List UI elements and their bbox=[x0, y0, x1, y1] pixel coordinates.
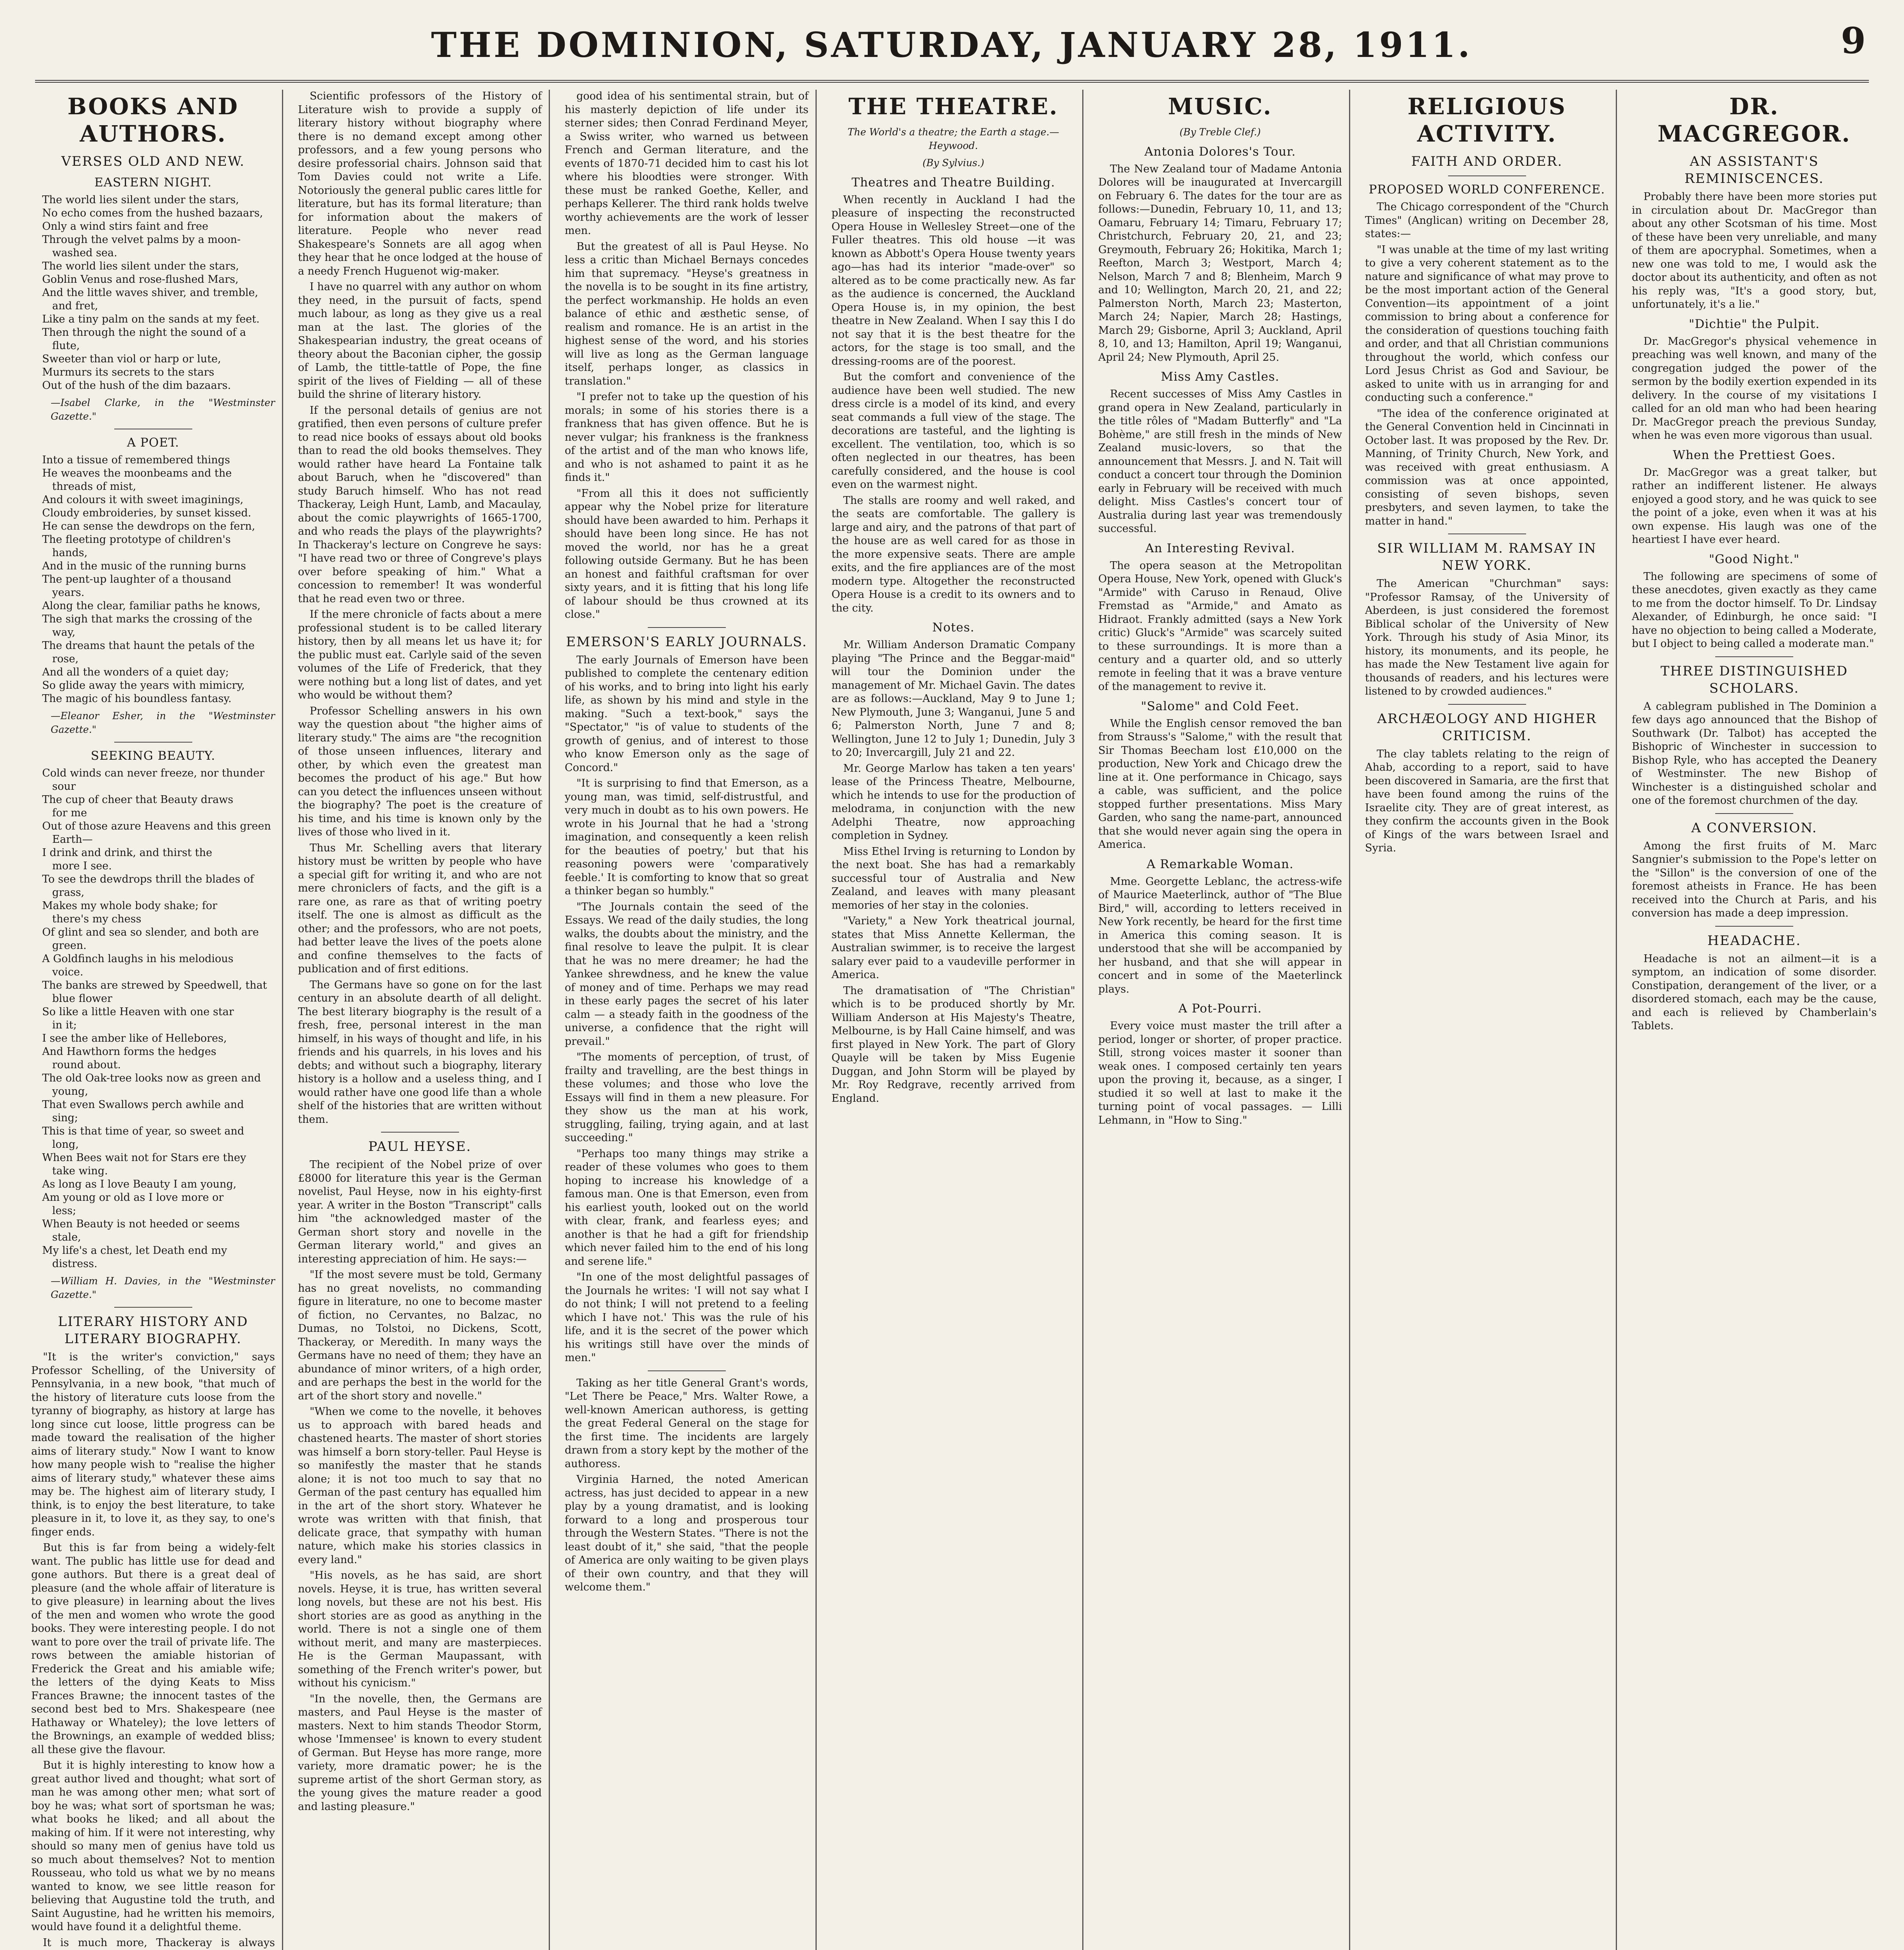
article-paragraph: Scientific professors of the History of Literature wish to provide a supply of literary history without biography where there is no demand except among other professors, and a few young persons who desire professorial chairs. Johnson said that Tom Davies could not write a Life. Notoriously the general public cares little for literature, but has its formal literature; than for information about the makers of literature. People who never read Shakespeare's Sonnets are all agog when they hear that he once lodged at the house of a needy French Huguenot wig-maker. bbox=[298, 90, 542, 277]
potpourri-body bbox=[1098, 1019, 1342, 1127]
article-paragraph: The dramatisation of "The Christian" which is to be produced shortly by Mr. William Anderson at His Majesty's Theatre, Melbourne, is by Hall Caine himself, and was first played in New York. The part of Glory Quayle will be taken by Miss Eugenie Duggan, and John Storm will be played by Mr. Roy Redgrave, recently arrived from England. bbox=[831, 984, 1075, 1104]
scholars-heading: THREE DISTINGUISHED SCHOLARS. bbox=[1660, 663, 1848, 696]
poem-line: A Goldfinch laughs in his melodious bbox=[42, 953, 234, 965]
poem-eastern-night bbox=[42, 193, 275, 392]
article-paragraph: The Germans have so gone on for the last century in an absolute dearth of all delight. The best literary biography is the result of a fresh, free, personal interest in the man himself, in his ways of thought and life, in his friends and his quarrels, in his loves and his debts; and without such a biography, literary history is a hollow and a useless thing, and I would rather have one good life than a whole shelf of the histories that are written without them. bbox=[298, 979, 542, 1126]
article-paragraph: Probably there have been more stories put in circulation about Dr. MacGregor than about any other Scotsman of his time. Most of these have been very unreliable, and many of them are apocryphal. Sometimes, when a new one was told to me, I would ask the doctor about its authenticity, and often as not his reply was, "It's a good story, but, unfortunately, it's a lie." bbox=[1632, 191, 1877, 310]
poem-line: And Hawthorn forms the hedges bbox=[42, 1046, 216, 1058]
poem-line: And in the music of the running burns bbox=[42, 560, 246, 572]
headache-heading: HEADACHE. bbox=[1707, 932, 1801, 948]
theatres-body bbox=[831, 193, 1075, 615]
poem-line: way, bbox=[42, 626, 76, 638]
theatres-heading: Theatres and Theatre Building. bbox=[851, 175, 1055, 190]
article-paragraph: Among the first fruits of M. Marc Sangnier's submission to the Pope's letter on the "Sillon" is the conversion of one of the foremost atheists in France. He has been received into the Church at Paris, and his conversion has made a deep impression. bbox=[1632, 840, 1877, 919]
poem-line: The magic of his boundless fantasy. bbox=[42, 693, 232, 705]
woman-heading: A Remarkable Woman. bbox=[1147, 857, 1294, 871]
poem-line: less; bbox=[42, 1205, 76, 1217]
salome-heading: "Salome" and Cold Feet. bbox=[1141, 699, 1299, 713]
poem-line: He weaves the moonbeams and the bbox=[42, 467, 232, 479]
poem-line: Cold winds can never freeze, nor thunder bbox=[42, 767, 265, 779]
poem-line: So glide away the years with mimicry, bbox=[42, 679, 245, 691]
article-paragraph: Recent successes of Miss Amy Castles in grand opera in New Zealand, particularly in the title rôles of "Madam Butterfly" and "La Bohème," are still fresh in the minds of New Zealand music-lovers, so that the announcement that Messrs. J. and N. Tait will conduct a concert tour through the Dominion early in February will be received with much delight. Miss Castles's concert tour of Australia during last year was tremendously successful. bbox=[1098, 388, 1342, 535]
poem-line: Like a tiny palm on the sands at my feet. bbox=[42, 313, 260, 325]
article-paragraph: Professor Schelling answers in his own way the question about "the higher aims of literary study." The aims are "the recognition of those unseen influences, literary and other, by which even the greatest man becomes the product of his age." But how can you detect the influences unseen without the biography? The poet is the creature of his time, and his time is known only by the lives of those who lived in it. bbox=[298, 705, 542, 838]
emerson-title: EMERSON'S EARLY JOURNALS. bbox=[566, 634, 807, 650]
poem-line: The sigh that marks the crossing of the bbox=[42, 613, 252, 625]
poem-line: Am young or old as I love more or bbox=[42, 1191, 224, 1204]
good-night-heading: "Good Night." bbox=[1709, 552, 1800, 566]
article-paragraph: "In the novelle, then, the Germans are masters, and Paul Heyse is the master of masters. Next to him stands Theodor Storm, whose 'Immensee' is known to every student of German. But Heyse has more range, more variety, more dramatic power; he is the supreme artist of the short German story, as the young gives the mature reader a good and lasting pleasure." bbox=[298, 1693, 542, 1813]
poem-line: stale, bbox=[42, 1231, 81, 1243]
poem-seeking-beauty-title: SEEKING BEAUTY. bbox=[90, 749, 216, 763]
article-paragraph: If the personal details of genius are not gratified, then even persons of culture prefer to read nice books of essays about old books than to read the old books themselves. They would rather have heard La Fontaine talk about Baruch, when he "discovered" than study Baruch himself. Who has not read Thackeray, Leigh Hunt, Lamb, and Macaulay, about the comic playwrights of 1665-1700, and who reads the plays of the playwrights? In Thackeray's lecture on Congreve he says: "I have read two or three of Congreve's plays over before speaking of him." What a concession to remember! It was wonderful that he read even two or three. bbox=[298, 404, 542, 605]
poem-line: This is that time of year, so sweet and bbox=[42, 1125, 245, 1137]
poem-line: for me bbox=[42, 807, 87, 819]
poem-line: So like a little Heaven with one star bbox=[42, 1006, 234, 1018]
poem-line: The world lies silent under the stars, bbox=[42, 194, 239, 206]
article-paragraph: "When we come to the novelle, it behoves us to approach with bared heads and chastened hearts. The master of short stories was himself a born story-teller. Paul Heyse is so manifestly the master that he stands alone; it is not too much to say that no German of the past century has equalled him in the art of the short story. Whatever he wrote was written with that finish, that delicate grace, that sympathy with human nature, which make his stories classics in every land." bbox=[298, 1406, 542, 1566]
article-paragraph: Dr. MacGregor's physical vehemence in preaching was well known, and many of the congregation judged the power of the sermon by the bodily exertion expended in its delivery. In the course of my visitations I called for an old man who had been hearing Dr. MacGregor preach the previous Sunday, when he was even more vigorous than usual. bbox=[1632, 335, 1877, 441]
poem-line: The world lies silent under the stars, bbox=[42, 260, 239, 272]
article-paragraph: The clay tablets relating to the reign of Ahab, according to a report, said to have been discovered in Samaria, are the first that have been found among the ruins of the Israelite city. They are of great interest, as they confirm the accounts given in the Book of Kings of the wars between Israel and Syria. bbox=[1365, 748, 1609, 854]
article-paragraph: The American "Churchman" says: "Professor Ramsay, of the University of Aberdeen, is just considered the foremost Biblical scholar of the University of New York. Through his study of Asia Minor, its history, its monuments, and its people, he has made the New Testament live again for thousands of readers, and his lectures were listened to by crowded audiences." bbox=[1365, 578, 1609, 697]
poem-line: As long as I love Beauty I am young, bbox=[42, 1178, 237, 1190]
poem-line: hands, bbox=[42, 547, 88, 559]
grant-body bbox=[565, 1377, 808, 1594]
article-paragraph: Every voice must master the trill after a period, longer or shorter, of proper practice. Still, strong voices master it sooner than weak ones. I composed certainly ten years upon the proving it, because, as a singer, I studied it so well at last to make it the turning point of vocal passages. — Lilli Lehmann, in "How to Sing." bbox=[1098, 1020, 1342, 1126]
article-paragraph: "His novels, as he has said, are short novels. Heyse, it is true, has written several long novels, but these are not his best. His short stories are as good as anything in the world. There is not a single one of them without merit, and many are masterpieces. He is the German Maupassant, with something of the French writer's power, but without his cynicism." bbox=[298, 1569, 542, 1689]
poem-line: Then through the night the sound of a bbox=[42, 326, 246, 339]
article-paragraph: "I prefer not to take up the question of his morals; in some of his stories there is a frankness that has given offence. But he is never vulgar; his frankness is the frankness of the artist and of the man who knows life, and who is not ashamed to paint it as he finds it." bbox=[565, 391, 808, 484]
article-paragraph: If the mere chronicle of facts about a mere professional student is to be called literary history, then by all means let us have it; for the public must eat. Carlyle said of the seven volumes of the Life of Frederick, that they were nothing but a long list of dates, and yet who would be without them? bbox=[298, 608, 542, 701]
divider bbox=[114, 742, 192, 743]
article-paragraph: It is much more, Thackeray is always bbox=[43, 1936, 275, 1949]
essay-body bbox=[31, 1351, 275, 1950]
poem-line: Murmurs its secrets to the stars bbox=[42, 366, 215, 378]
poem-line: there's my chess bbox=[42, 913, 142, 925]
macgregor-intro bbox=[1632, 190, 1877, 312]
poem-line: Only a wind stirs faint and free bbox=[42, 220, 209, 232]
column-5 bbox=[1094, 90, 1350, 1950]
poem-credit: —William H. Davies, in the "Westminster Gazette." bbox=[51, 1275, 275, 1300]
article-paragraph: Taking as her title General Grant's words, "Let There be Peace," Mrs. Walter Rowe, a well-known American authoress, is getting the great Federal General on the stage for the first time. The incidents are largely drawn from a story kept by the mother of the authoress. bbox=[565, 1377, 808, 1470]
divider bbox=[1715, 926, 1794, 927]
prettiest-heading: When the Prettiest Goes. bbox=[1673, 448, 1836, 462]
article-paragraph: But this is far from being a widely-felt want. The public has little use for dead and gone authors. But there is a great deal of pleasure (and the whole affair of literature is to give pleasure) in learning about the lives of the men and women who wrote the good books. They were interesting people. I do not want to pore over the trail of private life. The rows between the amiable historian of Frederick the Great and his amiable wife; the letters of the dying Keats to Miss Frances Brawne; the innocent tastes of the second best bed to Mrs. Shakespeare (nee Hathaway or Whateley); the love letters of the Brownings, an example of wedded bliss; all these give the flavour. bbox=[31, 1542, 275, 1756]
poem-line: Along the clear, familiar paths he knows, bbox=[42, 600, 261, 612]
article-paragraph: "It is surprising to find that Emerson, as a young man, was timid, self-distrustful, and very much in doubt as to his own powers. He wrote in his Journal that he had a 'strong imagination, and consequently a keen relish for the beauties of poetry,' but that his reasoning powers were 'comparatively feeble.' It is comforting to know that so great a thinker began so humbly." bbox=[565, 777, 808, 897]
faith-order-heading: FAITH AND ORDER. bbox=[1411, 154, 1563, 169]
heyse-continued bbox=[565, 90, 808, 622]
divider bbox=[648, 627, 726, 628]
poem-line: Earth— bbox=[42, 833, 93, 846]
poem-line: The dreams that haunt the petals of the bbox=[42, 640, 255, 652]
poem-eastern-night-title: EASTERN NIGHT. bbox=[94, 176, 212, 190]
poem-line: The cup of cheer that Beauty draws bbox=[42, 794, 234, 806]
column-3 bbox=[561, 90, 817, 1950]
article-paragraph: I have no quarrel with any author on whom they need, in the pursuit of facts, spend much labour, as long as they give us a real man at the last. The glories of the Shakespearian industry, the great oceans of theory about the Baconian cipher, the gossip of Lamb, the tittle-tattle of Pope, the fine spirit of the lives of Fielding — all of these build the shrine of literary history. bbox=[298, 281, 542, 401]
poem-line: The fleeting prototype of children's bbox=[42, 534, 231, 546]
poem-line: Cloudy embroideries, by sunset kissed. bbox=[42, 507, 252, 519]
divider bbox=[381, 1132, 459, 1133]
article-paragraph: The following are specimens of some of these anecdotes, given exactly as they came to me from the doctor himself. To Dr. Lindsay Alexander, of Edinburgh, he once said: "I have no objection to being called a Moderate, but I object to being called a moderate man." bbox=[1632, 570, 1877, 650]
poem-line: The pent-up laughter of a thousand bbox=[42, 573, 231, 585]
divider bbox=[1448, 704, 1526, 705]
good-night-body bbox=[1632, 570, 1877, 651]
article-paragraph: The stalls are roomy and well raked, and the seats are comfortable. The gallery is large and airy, and the patrons of that part of the house are as well cared for as those in the more expensive seats. There are ample exits, and the fire appliances are of the most modern type. Altogether the reconstructed Opera House is a credit to its owners and to the city. bbox=[831, 494, 1075, 614]
prettiest-body bbox=[1632, 466, 1877, 547]
dolores-body bbox=[1098, 163, 1342, 365]
column-6 bbox=[1361, 90, 1617, 1950]
poem-line: take wing. bbox=[42, 1165, 108, 1177]
article-paragraph: Mr. William Anderson Dramatic Company playing "The Prince and the Beggar-maid" will tour the Dominion under the management of Mr. Michael Gavin. The dates are as follows:—Auckland, May 9 to June 1; New Plymouth, June 3; Wanganui, June 5 and 6; Palmerston North, June 7 and 8; Wellington, June 12 to July 1; Dunedin, July 3 to 20; Invercargill, July 21 and 22. bbox=[831, 639, 1075, 759]
poem-line: blue flower bbox=[42, 993, 112, 1005]
notes-heading: Notes. bbox=[932, 620, 975, 635]
poem-line: more I see. bbox=[42, 860, 112, 872]
poem-line: Out of the hush of the dim bazaars. bbox=[42, 379, 231, 392]
revival-body bbox=[1098, 559, 1342, 694]
poem-line: rose, bbox=[42, 653, 79, 665]
conference-heading: PROPOSED WORLD CONFERENCE. bbox=[1369, 183, 1605, 197]
poem-line: When Bees wait not for Stars ere they bbox=[42, 1152, 246, 1164]
pulpit-heading: "Dichtie" the Pulpit. bbox=[1689, 317, 1820, 331]
section-title-theatre: THE THEATRE. bbox=[848, 93, 1058, 120]
column-4 bbox=[828, 90, 1083, 1950]
notes-body bbox=[831, 638, 1075, 982]
article-paragraph: But it is highly interesting to know how a great author lived and thought; what sort of man he was among other men; what sort of boy he was; what sort of sportsman he was; what books he liked; and all about the making of him. If it were not interesting, why should so many men of genius have told us so much about themselves? Not to mention Rousseau, who told us what we by no means wanted to know, we see little reason for believing that Augustine told the truth, and Saint Augustine, had he written his memoirs, would have found it a delightful theme. bbox=[31, 1759, 275, 1933]
poem-line: Makes my whole body shake; for bbox=[42, 900, 218, 912]
article-paragraph: Miss Ethel Irving is returning to London by the next boat. She has had a remarkably successful tour of Australia and New Zealand, and leaves with many pleasant memories of her stay in the colonies. bbox=[831, 845, 1075, 911]
poem-credit: —Eleanor Esher, in the "Westminster Gazette." bbox=[51, 710, 275, 735]
poem-line: He can sense the dewdrops on the fern, bbox=[42, 520, 255, 532]
archaeology-heading: ARCHÆOLOGY AND HIGHER CRITICISM. bbox=[1377, 711, 1597, 744]
poem-a-poet bbox=[42, 454, 275, 706]
article-paragraph: But the greatest of all is Paul Heyse. No less a critic than Michael Bernays concedes him that supremacy. "Heyse's greatness in the novella is to be sought in its fine artistry, the perfect workmanship. He holds an even balance of ethic and æsthetic sense, of realism and romance. He is an artist in the highest sense of the word, and his stories will live as long as the German language itself, perhaps longer, as classics in translation." bbox=[565, 240, 808, 387]
article-paragraph: Headache is not an ailment—it is a symptom, an indication of some disorder. Constipation, derangement of the liver, or a disordered stomach, each may be the cause, and each is relieved by Chamberlain's Tablets. bbox=[1632, 952, 1877, 1032]
page-number: 9 bbox=[1840, 20, 1868, 62]
column-2 bbox=[294, 90, 550, 1950]
dolores-heading: Antonia Dolores's Tour. bbox=[1144, 144, 1296, 159]
music-byline: (By Treble Clef.) bbox=[1179, 126, 1261, 138]
pulpit-body bbox=[1632, 335, 1877, 443]
poem-line: Through the velvet palms by a moon- bbox=[42, 234, 241, 246]
poem-line: washed sea. bbox=[42, 247, 117, 259]
conversion-body bbox=[1632, 840, 1877, 920]
article-paragraph: The early Journals of Emerson have been published to complete the centenary edition of his works, and to bring into light his early life, as shown by his mind and style in the making. "Such a text-book," says the "Spectator," "is of value to students of the growth of genius, and of interest to those who know Emerson only as the sage of Concord." bbox=[565, 654, 808, 774]
poem-line: Goblin Venus and rose-flushed Mars, bbox=[42, 273, 239, 285]
castles-body bbox=[1098, 388, 1342, 536]
article-paragraph: "If the most severe must be told, Germany has no great novelists, no commanding figure in literature, no one to become master of fiction, no Cervantes, no Balzac, no Dumas, no Tolstoi, no Dickens, Scott, Thackeray, or Meredith. In many ways the Germans have no need of them; they have an abundance of minor writers, of a high order, and are perhaps the best in the world for the art of the short story and novelle." bbox=[298, 1269, 542, 1402]
poem-line: flute, bbox=[42, 340, 80, 352]
poem-line: in it; bbox=[42, 1019, 77, 1031]
salome-body bbox=[1098, 717, 1342, 852]
poem-line: sour bbox=[42, 780, 76, 792]
article-paragraph: The New Zealand tour of Madame Antonia Dolores will be inaugurated at Invercargill on February 6. The dates for the tour are as follows:—Dunedin, February 10, 11, and 13; Oamaru, February 14; Timaru, February 17; Christchurch, February 20, 21, and 23; Greymouth, February 26; Hokitika, March 1; Reefton, March 3; Westport, March 4; Nelson, March 7 and 8; Blenheim, March 9 and 10; Wellington, March 20, 21, and 22; Palmerston North, March 23; Masterton, March 24; Napier, March 28; Hastings, March 29; Gisborne, April 3; Auckland, April 8, 10, and 13; Hamilton, April 19; Wanganui, April 24; New Plymouth, April 25. bbox=[1098, 163, 1342, 363]
poem-line: long, bbox=[42, 1138, 79, 1150]
poem-line: And the little waves shiver, and tremble, bbox=[42, 287, 258, 299]
essay-title: LITERARY HISTORY AND LITERARY BIOGRAPHY. bbox=[58, 1314, 248, 1347]
article-paragraph: The recipient of the Nobel prize of over £8000 for literature this year is the German novelist, Paul Heyse, now in his eighty-first year. A writer in the Boston "Transcript" calls him "the acknowledged master of the German short story and novelle in the German literary world," and gives an interesting appreciation of him. He says:— bbox=[298, 1159, 542, 1265]
poem-line: Sweeter than viol or harp or lute, bbox=[42, 353, 221, 365]
article-paragraph: "The moments of perception, of trust, of frailty and travelling, are the best things in these volumes; and those who love the Essays will find in them a new pleasure. For they show us the man at his work, struggling, failing, trying again, and at last succeeding." bbox=[565, 1051, 808, 1144]
article-paragraph: "The Journals contain the seed of the Essays. We read of the daily studies, the long walks, the doubts about the ministry, and the final resolve to leave the pulpit. It is clear that he was no mere dreamer; he had the Yankee shrewdness, and he knew the value of money and of time. Perhaps we may read in these early pages the secret of his later calm — a steady faith in the goodness of the universe, a confidence that the right will prevail." bbox=[565, 901, 808, 1048]
potpourri-heading: A Pot-Pourri. bbox=[1178, 1002, 1262, 1016]
reminiscences-heading: AN ASSISTANT'S REMINISCENCES. bbox=[1684, 154, 1824, 186]
poem-line: And colours it with sweet imaginings, bbox=[42, 494, 244, 506]
ramsay-heading: SIR WILLIAM M. RAMSAY IN NEW YORK. bbox=[1377, 541, 1597, 573]
article-paragraph: The opera season at the Metropolitan Opera House, New York, opened with Gluck's "Armide" with Caruso in Renaud, Olive Fremstad as "Armide," and Amato as Hidraot. Frankly admitted (says a New York critic) Gluck's "Armide" was scarcely suited to these surroundings. It is more than a century and a quarter old, and so utterly remote in feeling that it was a brave venture of the management to revive it. bbox=[1098, 559, 1342, 693]
masthead-title: THE DOMINION, SATURDAY, JANUARY 28, 1911. bbox=[431, 25, 1472, 65]
article-paragraph: Dr. MacGregor was a great talker, but rather an indifferent listener. He always enjoyed a good story, and he was quick to see the point of a joke, even when it was at his own expense. His laugh was one of the heartiest I have ever heard. bbox=[1632, 466, 1877, 546]
ramsay-body bbox=[1365, 577, 1609, 698]
article-paragraph: "From all this it does not sufficiently appear why the Nobel prize for literature should have been awarded to him. Perhaps it should have been long since. He has not moved the world, nor has he a great following outside Germany. But he has been an honest and faithful craftsman for over sixty years, and it is fitting that his long life of labour should be thus crowned at its close." bbox=[565, 487, 808, 620]
poem-line: green. bbox=[42, 940, 87, 952]
essay-continued bbox=[298, 90, 542, 1126]
poem-line: voice. bbox=[42, 966, 83, 978]
poem-credit: —Isabel Clarke, in the "Westminster Gazette." bbox=[51, 397, 275, 422]
divider bbox=[1715, 656, 1794, 657]
verses-heading: VERSES OLD AND NEW. bbox=[61, 154, 245, 169]
article-paragraph: "Perhaps too many things may strike a reader of these volumes who goes to them hoping to increase his knowledge of a famous man. One is that Emerson, even from his earliest youth, looked out on the world with clear, frank, and fearless eyes; and another is that he had a gift for friendship which never failed him to the end of his long and serene life." bbox=[565, 1147, 808, 1268]
poem-line: To see the dewdrops thrill the blades of bbox=[42, 873, 254, 885]
conversion-heading: A CONVERSION. bbox=[1691, 820, 1817, 836]
castles-heading: Miss Amy Castles. bbox=[1161, 370, 1280, 384]
article-paragraph: But the comfort and convenience of the audience have been well studied. The new dress circle is a model of its kind, and every seat commands a full view of the stage. The decorations are tasteful, and the lighting is excellent. The ventilation, too, which is so often neglected in our theatres, has been carefully considered, and the house is cool even on the warmest night. bbox=[831, 371, 1075, 491]
section-title-books: BOOKS AND AUTHORS. bbox=[67, 93, 239, 147]
poem-line: sing; bbox=[42, 1112, 78, 1124]
revival-heading: An Interesting Revival. bbox=[1145, 541, 1295, 555]
columns bbox=[27, 90, 1884, 1950]
article-paragraph: The Chicago correspondent of the "Church Times" (Anglican) writing on December 28, states:— bbox=[1365, 201, 1609, 240]
poem-line: years. bbox=[42, 587, 85, 599]
archaeology-body bbox=[1365, 748, 1609, 855]
poem-line: distress. bbox=[42, 1258, 98, 1270]
section-title-music: MUSIC. bbox=[1168, 93, 1273, 120]
theatre-byline: (By Sylvius.) bbox=[922, 157, 984, 168]
article-paragraph: "I was unable at the time of my last writing to give a very coherent statement as to the nature and significance of what may prove to be the most important action of the General Convention—its appointment of a joint commission to bring about a conference for the consideration of questions touching faith and order, and that all Christian communions throughout the world, which confess our Lord Jesus Christ as God and Saviour, be asked to unite with us in arranging for and conducting such a conference." bbox=[1365, 243, 1609, 404]
headache-body bbox=[1632, 952, 1877, 1033]
poem-line: threads of mist, bbox=[42, 480, 137, 493]
article-paragraph: "The idea of the conference originated at the General Convention held in Cincinnati in October last. It was proposed by the Rev. Dr. Manning, of Trinity Church, New York, and was received with great enthusiasm. A commission was at once appointed, consisting of seven bishops, seven presbyters, and seven laymen, to take the matter in hand." bbox=[1365, 407, 1609, 527]
article-paragraph: Mme. Georgette Leblanc, the actress-wife of Maurice Maeterlinck, author of "The Blue Bird," will, according to letters received in New York recently, be heard for the first time in America this coming season. It is understood that she will be accompanied by her husband, and that she will appear in concert and in some of the Maeterlinck plays. bbox=[1098, 875, 1342, 995]
poem-line: grass, bbox=[42, 886, 85, 899]
poem-a-poet-title: A POET. bbox=[127, 436, 179, 450]
article-paragraph: Mr. George Marlow has taken a ten years' lease of the Princess Theatre, Melbourne, which he intends to use for the production of melodrama, in conjunction with the new Adelphi Theatre, now approaching completion in Sydney. bbox=[831, 762, 1075, 842]
poem-line: and fret, bbox=[42, 300, 98, 312]
masthead bbox=[35, 12, 1868, 78]
article-paragraph: A cablegram published in The Dominion a few days ago announced that the Bishop of Southwark (Dr. Talbot) has accepted the Bishopric of Winchester in succession to Bishop Ryle, who has accepted the Deanery of Westminster. The new Bishop of Winchester is a distinguished scholar and one of the foremost churchmen of the day. bbox=[1632, 700, 1877, 807]
poem-line: I drink and drink, and thirst the bbox=[42, 847, 213, 859]
article-paragraph: "Variety," a New York theatrical journal, states that Miss Annette Kellerman, the Australian swimmer, is to receive the largest salary ever paid to a vaudeville performer in America. bbox=[831, 915, 1075, 981]
poem-seeking-beauty bbox=[42, 767, 275, 1271]
poem-line: Into a tissue of remembered things bbox=[42, 454, 230, 466]
poem-line: Out of those azure Heavens and this green bbox=[42, 820, 271, 832]
heyse-body bbox=[298, 1158, 542, 1814]
poem-line: young, bbox=[42, 1085, 88, 1097]
woman-body bbox=[1098, 875, 1342, 996]
section-title-religious: RELIGIOUS ACTIVITY. bbox=[1408, 93, 1566, 147]
poem-line: The banks are strewed by Speedwell, that bbox=[42, 979, 267, 991]
article-paragraph: Thus Mr. Schelling avers that literary history must be written by people who have a special gift for writing it, and who are not mere chroniclers of facts, and the gift is a rare one, as rare as that of writing poetry itself. The one is almost as difficult as the other; and the professors, who are not poets, had better leave the lives of the poets alone and confine themselves to the facts of publication and of first editions. bbox=[298, 842, 542, 975]
article-paragraph: Virginia Harned, the noted American actress, has just decided to appear in a new play by a young dramatist, and is looking forward to a long and prosperous tour through the Western States. "There is not the least doubt of it," she said, "that the people of America are only waiting to be given plays of their own country, and that they will welcome them." bbox=[565, 1473, 808, 1593]
poem-line: round about. bbox=[42, 1059, 121, 1071]
poem-line: And all the wonders of a quiet day; bbox=[42, 666, 229, 678]
poem-line: My life's a chest, let Death end my bbox=[42, 1244, 227, 1257]
article-paragraph: While the English censor removed the ban from Strauss's "Salome," with the result that Sir Thomas Beecham lost £10,000 on the production, New York and Chicago drew the line at it. One performance in Chicago, says a cable, was sufficient, and the police stopped further presentations. Miss Mary Garden, who sang the name-part, announced that she would never again sing the opera in America. bbox=[1098, 717, 1342, 851]
column-7 bbox=[1628, 90, 1884, 1950]
christian-body bbox=[831, 984, 1075, 1106]
column-1 bbox=[27, 90, 283, 1950]
article-paragraph: good idea of his sentimental strain, but of his masterly depiction of life under its sterner sides; then Conrad Ferdinand Meyer, a Swiss writer, who warned us between French and German literature, and the events of 1870-71 decided him to cast his lot where his bloodties were stronger. With these must be ranked Goethe, Keller, and perhaps Kellerer. The third rank holds twelve worthy achievements are the work of lesser men. bbox=[565, 90, 808, 237]
divider bbox=[114, 1307, 192, 1308]
article-paragraph: "In one of the most delightful passages of the Journals he writes: 'I will not say what I do not think; I will not pretend to a feeling which I have not.' This was the rule of his life, and it is the secret of the power which his writings still have over the minds of men." bbox=[565, 1271, 808, 1364]
conference-body bbox=[1365, 200, 1609, 528]
divider bbox=[1715, 813, 1794, 814]
masthead-rule bbox=[35, 80, 1869, 83]
poem-line: No echo comes from the hushed bazaars, bbox=[42, 207, 263, 219]
emerson-body bbox=[565, 654, 808, 1365]
heyse-title: PAUL HEYSE. bbox=[368, 1139, 472, 1154]
poem-line: Of glint and sea so slender, and both are bbox=[42, 926, 259, 938]
poem-line: When Beauty is not heeded or seems bbox=[42, 1218, 240, 1230]
article-paragraph: "It is the writer's conviction," says Professor Schelling, of the University of Pennsylvania, in a new book, "that much of the history of literature cuts loose from the tyranny of biography, as history at large has long since cut loose, little progress can be made toward the realisation of the higher aims of literary study." Now I want to know how many people wish to "realise the higher aims of literary study," whatever these aims may be. The highest aim of literary study, I think, is to enjoy the best literature, to take pleasure in it, to love it, as they say, to one's finger ends. bbox=[31, 1351, 275, 1538]
poem-line: The old Oak-tree looks now as green and bbox=[42, 1072, 261, 1084]
article-paragraph: When recently in Auckland I had the pleasure of inspecting the reconstructed Opera House in Wellesley Street—one of the Fuller theatres. This old house —it was known as Abbott's Opera House twenty years ago—has had its interior "made-over" so altered as to be come practically new. As far as the audience is concerned, the Auckland Opera House is, in my opinion, the best theatre in New Zealand. When I say this I do not say that it is the best theatre for the actors, for the stage is too small, and the dressing-rooms are of the poorest. bbox=[831, 193, 1075, 367]
theatre-motto: The World's a theatre; the Earth a stage.—Heywood. bbox=[847, 126, 1059, 151]
poem-line: That even Swallows perch awhile and bbox=[42, 1099, 244, 1111]
scholars-body bbox=[1632, 700, 1877, 808]
section-title-macgregor: DR. MACGREGOR. bbox=[1658, 93, 1851, 147]
poem-line: I see the amber like of Hellebores, bbox=[42, 1032, 227, 1044]
divider bbox=[648, 1370, 726, 1371]
